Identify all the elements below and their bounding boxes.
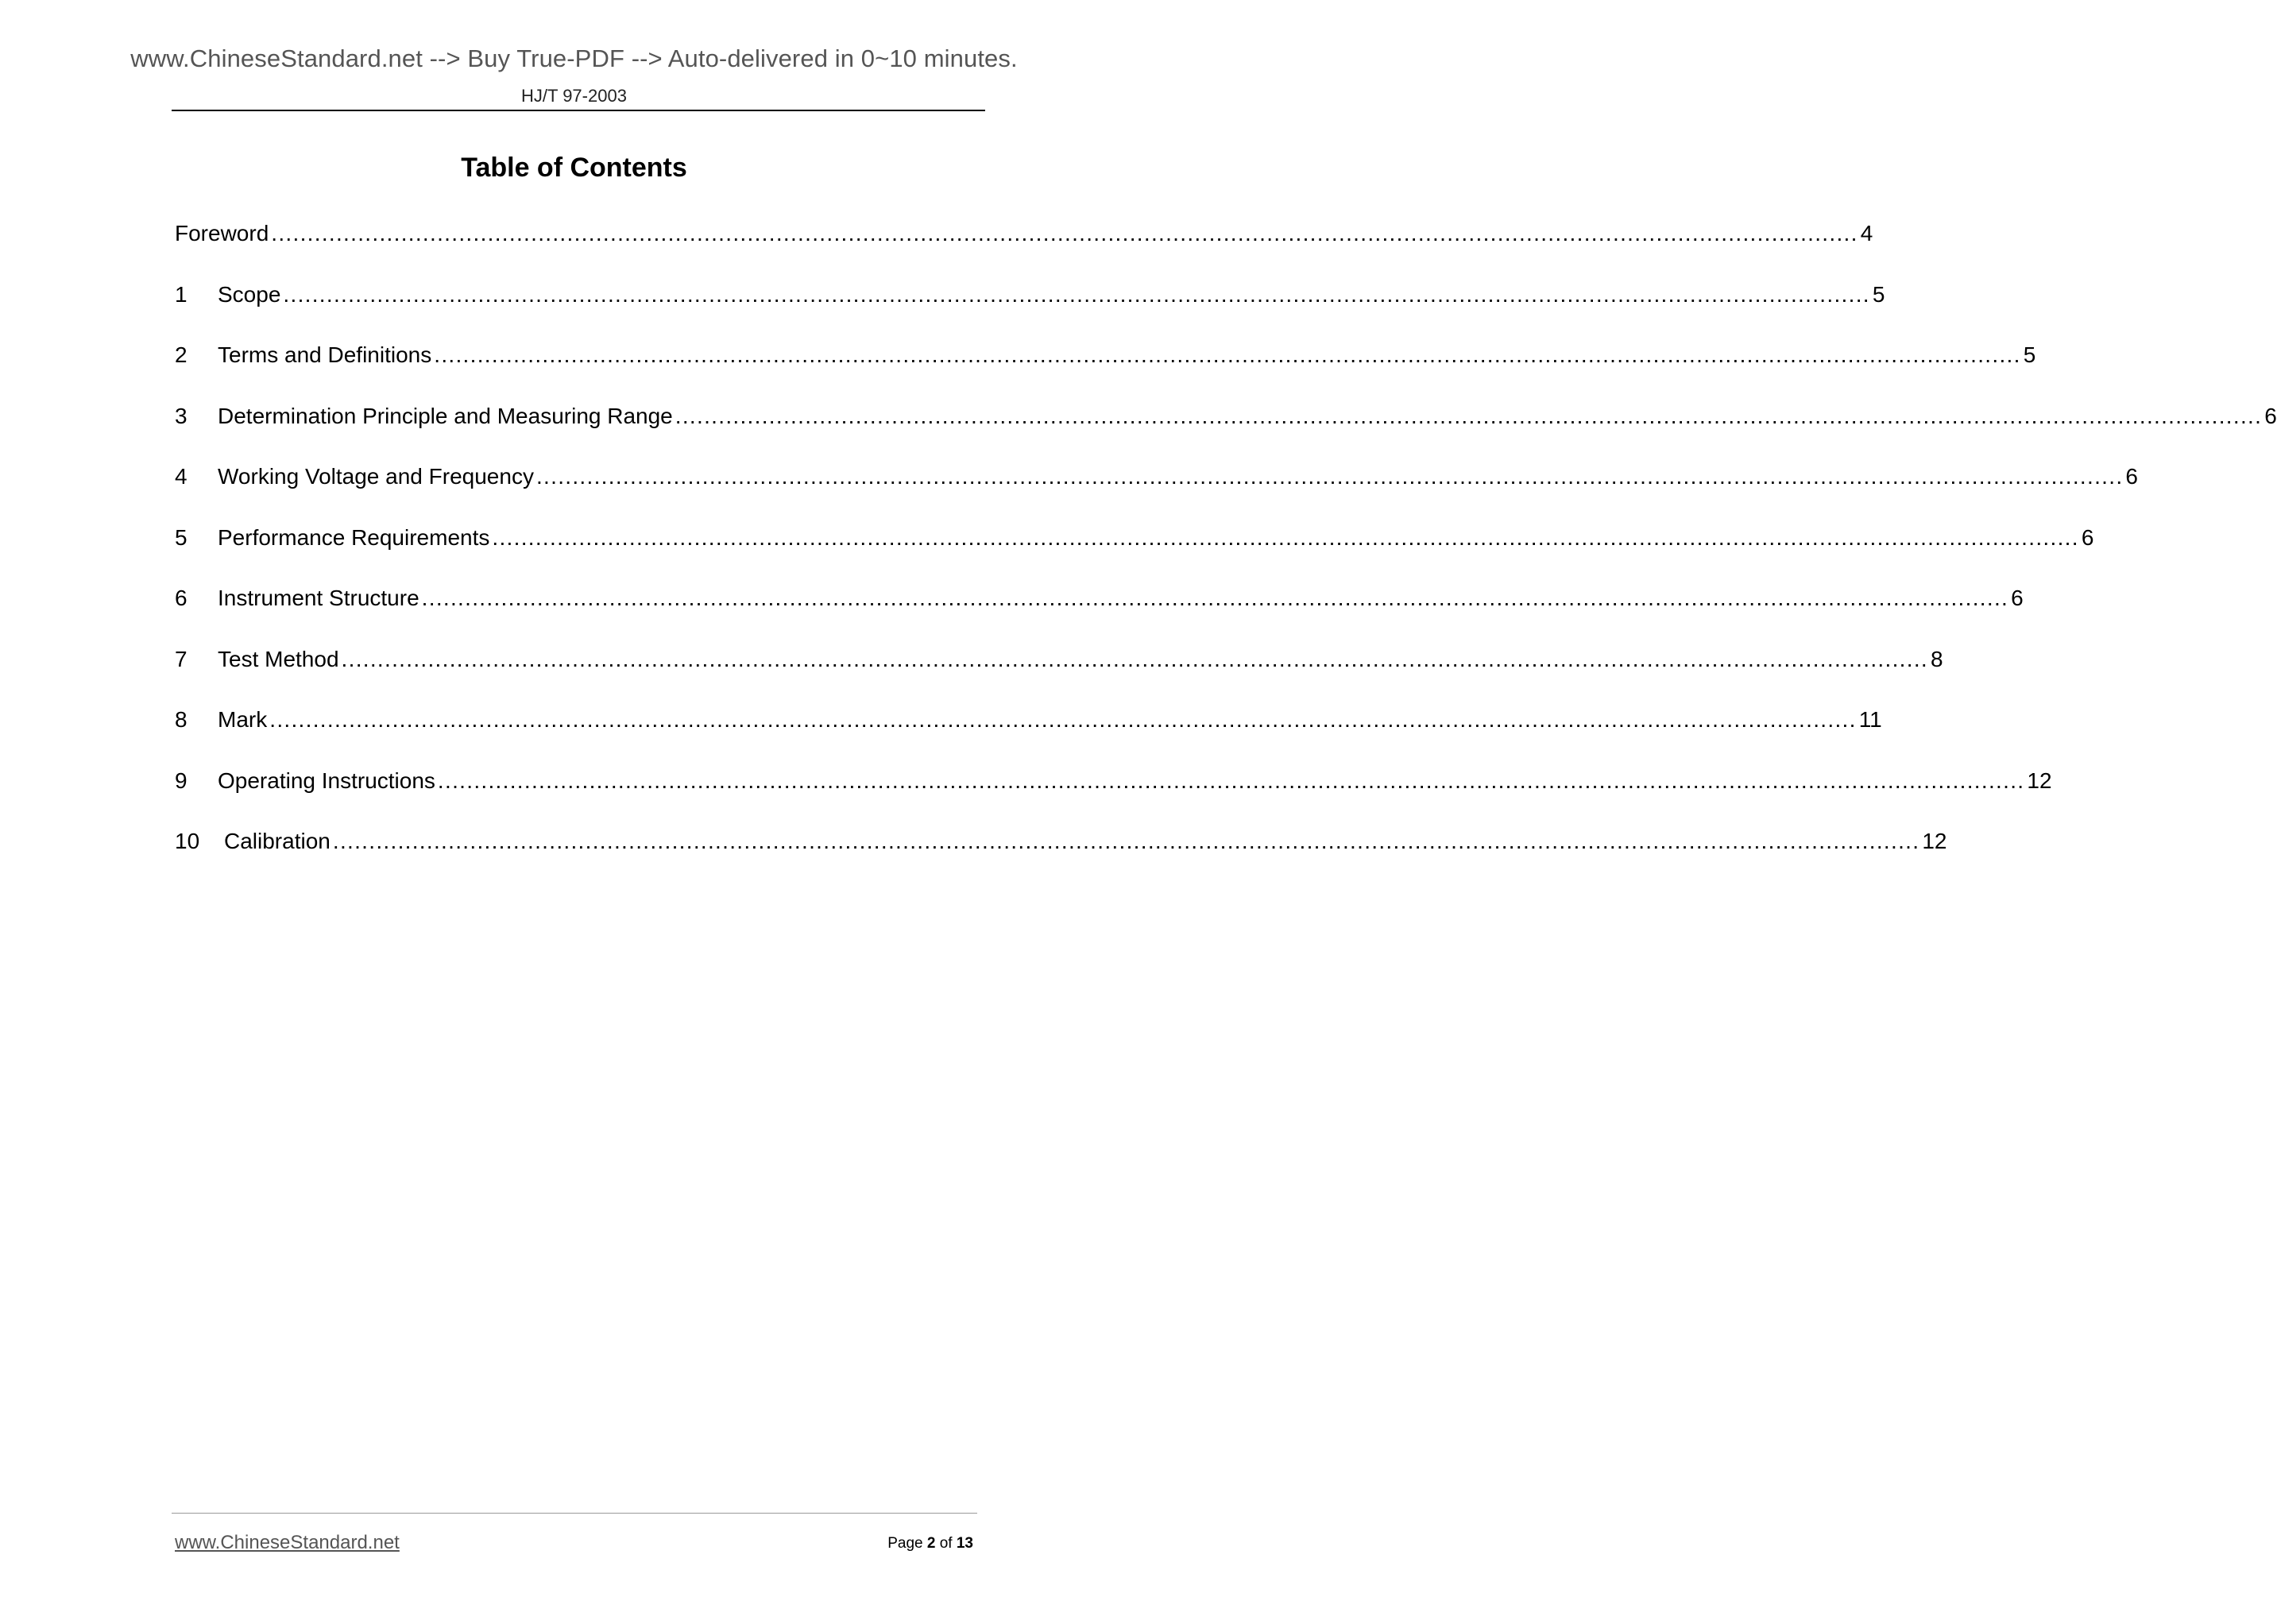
- toc-entry-number: 4: [175, 464, 187, 489]
- site-banner[interactable]: www.ChineseStandard.net --> Buy True-PDF --> Auto-delivered in 0~10 minutes.: [130, 44, 1018, 72]
- toc-entry-page: 5: [2023, 342, 2036, 367]
- toc-entry-page: 6: [2011, 586, 2024, 610]
- toc-entry-label: Scope: [218, 281, 281, 307]
- toc-entry-page: 6: [2081, 524, 2094, 550]
- toc-leader-dots: ............................................................................................................................................................................................................................: [421, 586, 2009, 610]
- footer-website-link[interactable]: www.ChineseStandard.net: [175, 1532, 400, 1553]
- toc-entry-number: 10: [175, 829, 200, 853]
- toc-entry-number: 6: [175, 586, 187, 610]
- toc-leader-dots: ............................................................................................................................................................................................................................: [269, 707, 1857, 732]
- toc-entry-label: Test Method: [218, 646, 339, 671]
- header-divider: [172, 110, 985, 111]
- toc-entry-number: 5: [175, 524, 187, 550]
- toc-entry-label: Calibration: [224, 829, 331, 853]
- toc-leader-dots: ............................................................................................................................................................................................................................: [283, 281, 1870, 307]
- toc-entry-label: Determination Principle and Measuring Range: [218, 403, 673, 428]
- toc-entry-page: 12: [2027, 768, 2052, 793]
- toc-entry-label: Performance Requirements: [218, 524, 490, 550]
- toc-entry-number: 9: [175, 768, 187, 793]
- toc-entry-mark[interactable]: [175, 707, 1882, 768]
- toc-entry-number: 7: [175, 646, 187, 671]
- toc-entry-page: 6: [2125, 464, 2138, 489]
- toc-entry-number: 1: [175, 281, 187, 307]
- toc-entry-number: 2: [175, 342, 187, 367]
- toc-entry-test-method[interactable]: [175, 646, 1943, 708]
- toc-entry-page: 8: [1930, 646, 1943, 671]
- toc-entry-label: Foreword: [175, 221, 269, 246]
- toc-entry-instrument-structure[interactable]: [175, 586, 2024, 647]
- toc-entry-scope[interactable]: [175, 281, 1885, 343]
- table-of-contents: [175, 221, 2277, 890]
- toc-entry-calibration[interactable]: [175, 829, 1947, 890]
- toc-entry-label: Mark: [218, 707, 268, 732]
- toc-entry-working-voltage[interactable]: [175, 464, 2138, 525]
- page-number: [887, 1535, 973, 1552]
- document-code: HJ/T 97-2003: [521, 86, 627, 106]
- page-total: 13: [956, 1535, 973, 1552]
- toc-title: Table of Contents: [461, 153, 687, 183]
- toc-leader-dots: ............................................................................................................................................................................................................................: [437, 768, 2025, 793]
- toc-leader-dots: ............................................................................................................................................................................................................................: [341, 646, 1928, 671]
- toc-entry-operating-instructions[interactable]: [175, 768, 2052, 829]
- toc-entry-label: Terms and Definitions: [218, 342, 432, 367]
- page-current: 2: [926, 1535, 936, 1552]
- toc-entry-page: 4: [1860, 221, 1873, 246]
- toc-entry-page: 6: [2264, 403, 2277, 428]
- toc-entry-label: Operating Instructions: [218, 768, 435, 793]
- toc-entry-number: 8: [175, 707, 187, 732]
- toc-leader-dots: ............................................................................................................................................................................................................................: [271, 221, 1858, 246]
- toc-leader-dots: ............................................................................................................................................................................................................................: [492, 524, 2079, 550]
- toc-entry-terms-and-definitions[interactable]: [175, 342, 2036, 404]
- toc-entry-foreword[interactable]: [175, 221, 1873, 282]
- toc-entry-label: Working Voltage and Frequency: [218, 464, 534, 489]
- toc-leader-dots: ............................................................................................................................................................................................................................: [332, 829, 1920, 853]
- toc-leader-dots: ............................................................................................................................................................................................................................: [434, 342, 2021, 367]
- toc-entry-number: 3: [175, 403, 187, 428]
- page-word: Page: [887, 1535, 923, 1552]
- toc-entry-label: Instrument Structure: [218, 586, 419, 610]
- toc-leader-dots: ............................................................................................................................................................................................................................: [675, 403, 2263, 428]
- toc-entry-determination-principle[interactable]: [175, 403, 2277, 465]
- toc-entry-page: 5: [1872, 281, 1885, 307]
- footer-divider: [172, 1513, 977, 1514]
- toc-entry-page: 12: [1922, 829, 1947, 853]
- toc-entry-performance-requirements[interactable]: [175, 524, 2094, 586]
- page-of: of: [939, 1535, 953, 1552]
- toc-entry-page: 11: [1858, 707, 1882, 732]
- toc-leader-dots: ............................................................................................................................................................................................................................: [535, 464, 2124, 489]
